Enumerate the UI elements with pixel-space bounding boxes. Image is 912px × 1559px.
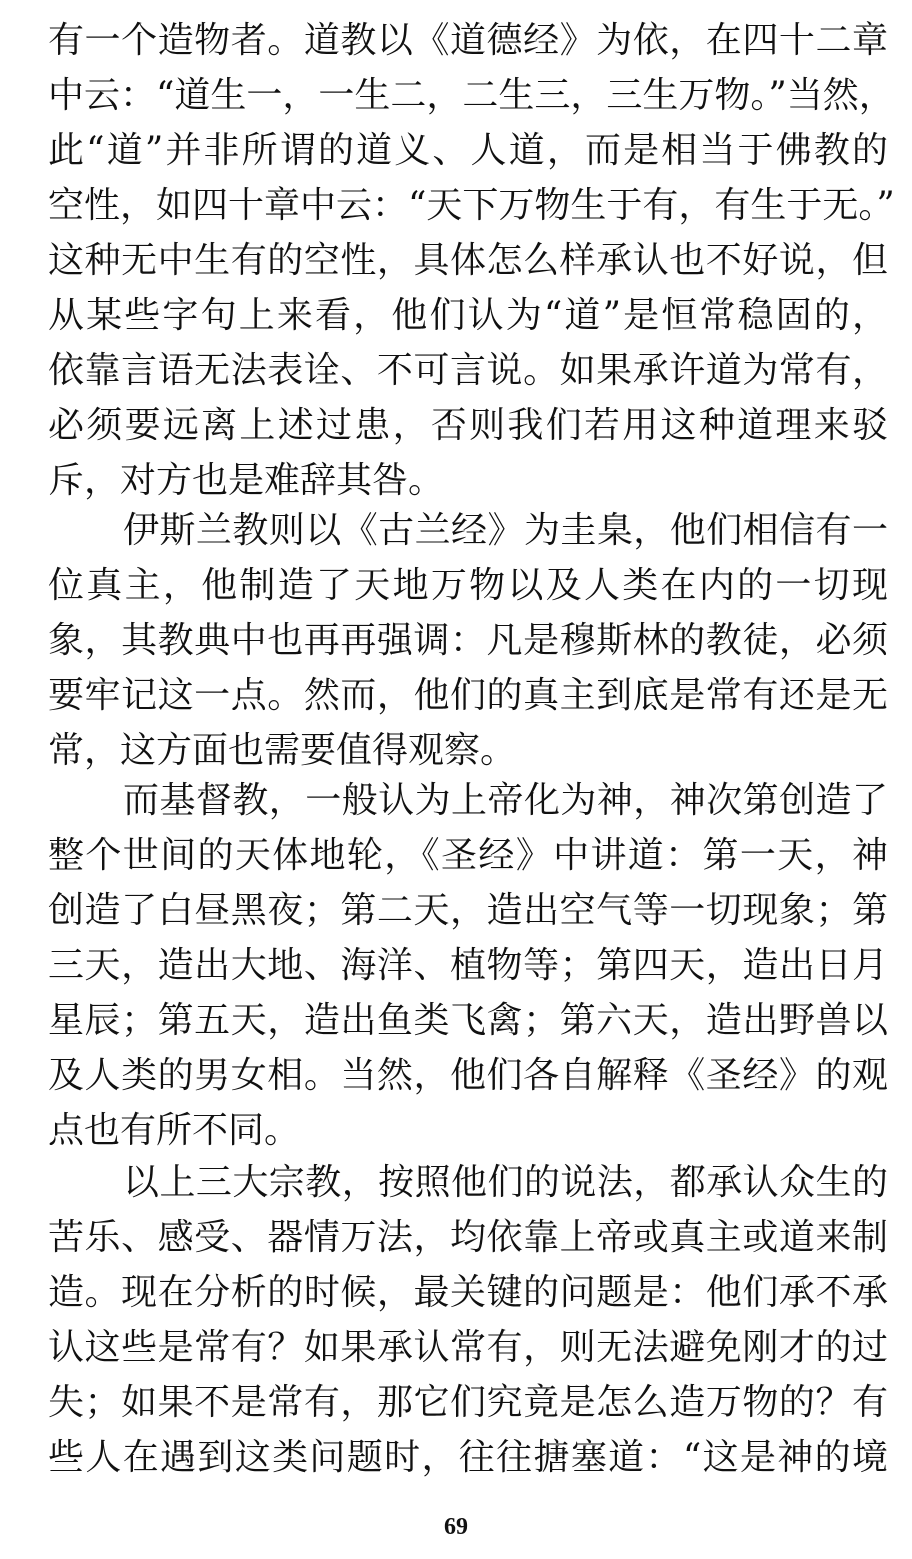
- text-line: 有一个造物者。道教以《道德经》为依，在四十二章: [48, 20, 888, 61]
- text-line: 位真主，他制造了天地万物以及人类在内的一切现: [48, 565, 888, 606]
- paragraph-first-line: 而基督教，一般认为上帝化为神，神次第创造了: [123, 780, 888, 821]
- text-line: 象，其教典中也再再强调：凡是穆斯林的教徒，必须: [48, 620, 888, 661]
- text-line: 整个世间的天体地轮，《圣经》中讲道：第一天，神: [48, 835, 888, 876]
- page-number: 69: [444, 1514, 468, 1540]
- text-line: 依靠言语无法表诠、不可言说。如果承许道为常有，: [48, 350, 888, 391]
- text-line: 创造了白昼黑夜；第二天，造出空气等一切现象；第: [48, 890, 888, 931]
- text-line: 些人在遇到这类问题时，往往搪塞道：“这是神的境: [48, 1437, 888, 1478]
- text-line: 空性，如四十章中云：“天下万物生于有，有生于无。”: [48, 185, 895, 226]
- text-line: 中云：“道生一，一生二，二生三，三生万物。”当然，: [48, 75, 895, 116]
- text-line: 点也有所不同。: [48, 1110, 301, 1151]
- text-line: 从某些字句上来看，他们认为“道”是恒常稳固的，: [48, 295, 888, 336]
- text-line: 必须要远离上述过患，否则我们若用这种道理来驳: [48, 405, 888, 446]
- text-line: 这种无中生有的空性，具体怎么样承认也不好说，但: [48, 240, 888, 281]
- text-line: 造。现在分析的时候，最关键的问题是：他们承不承: [48, 1272, 888, 1313]
- text-line: 常，这方面也需要值得观察。: [48, 730, 517, 771]
- text-line: 星辰；第五天，造出鱼类飞禽；第六天，造出野兽以: [48, 1000, 888, 1041]
- text-line: 失；如果不是常有，那它们究竟是怎么造万物的？有: [48, 1382, 888, 1423]
- paragraph-first-line: 以上三大宗教，按照他们的说法，都承认众生的: [123, 1162, 888, 1203]
- text-line: 苦乐、感受、器情万法，均依靠上帝或真主或道来制: [48, 1217, 888, 1258]
- text-line: 斥，对方也是难辞其咎。: [48, 460, 445, 501]
- text-line: 三天，造出大地、海洋、植物等；第四天，造出日月: [48, 945, 888, 986]
- text-line: 认这些是常有？如果承认常有，则无法避免刚才的过: [48, 1327, 888, 1368]
- text-line: 此“道”并非所谓的道义、人道，而是相当于佛教的: [48, 130, 888, 171]
- text-line: 及人类的男女相。当然，他们各自解释《圣经》的观: [48, 1055, 888, 1096]
- text-line: 要牢记这一点。然而，他们的真主到底是常有还是无: [48, 675, 888, 716]
- paragraph-first-line: 伊斯兰教则以《古兰经》为圭臬，他们相信有一: [123, 510, 888, 551]
